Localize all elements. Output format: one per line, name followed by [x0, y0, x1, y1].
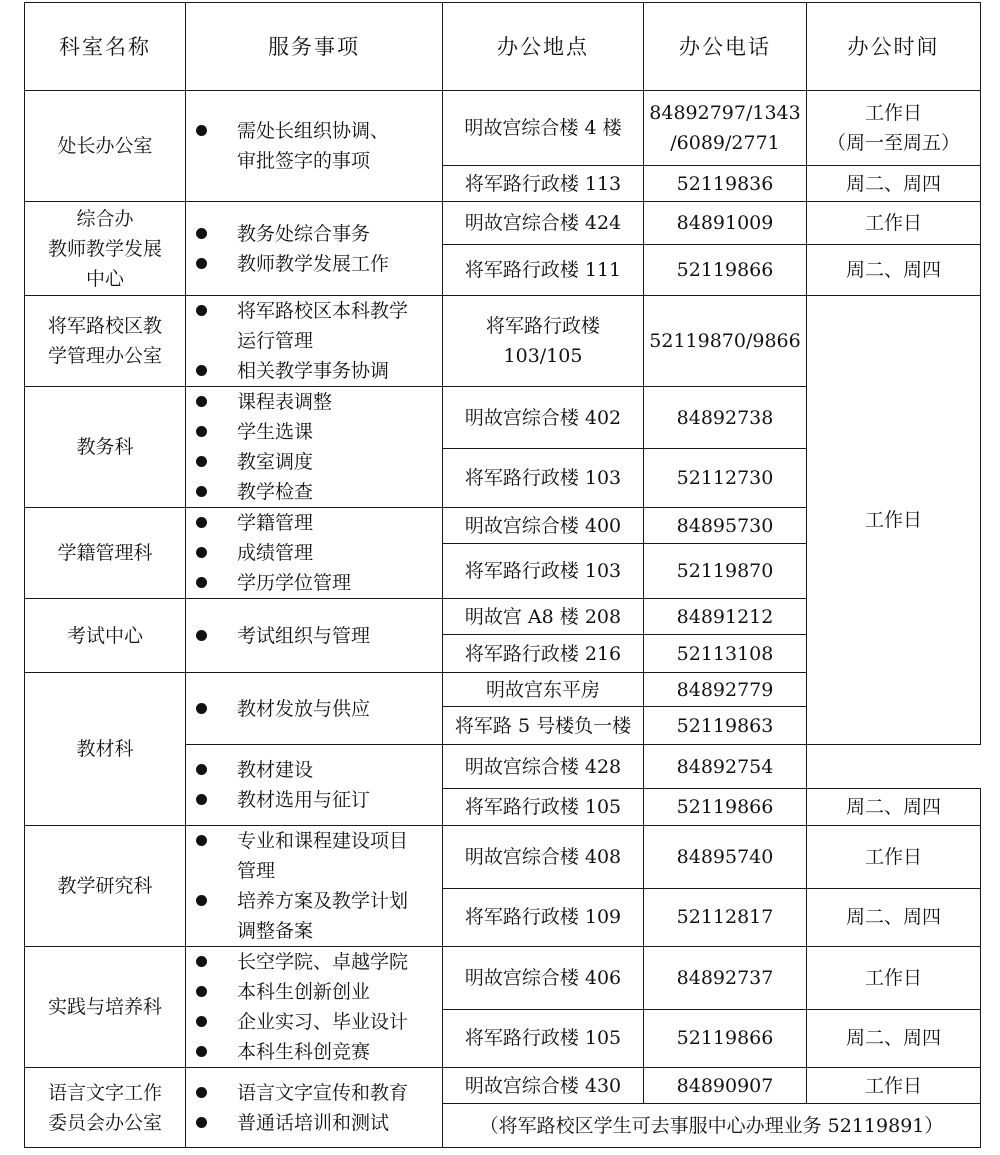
bullet-icon	[196, 1117, 207, 1128]
office-phone: 52112817	[644, 888, 807, 946]
bullet-icon	[196, 125, 207, 136]
office-phone: 84895740	[644, 826, 807, 889]
office-phone: 52119866	[644, 1009, 807, 1067]
bullet-icon	[196, 228, 207, 239]
office-phone: 84891212	[644, 599, 807, 635]
list-item: 教室调度	[196, 447, 438, 477]
list-item: 教材选用与征订	[196, 785, 438, 815]
office-directory-table	[24, 2, 981, 1148]
bullet-icon	[196, 577, 207, 588]
bullet-icon	[196, 1046, 207, 1057]
office-hours: 周二、周四	[807, 245, 981, 296]
list-item: 将军路校区本科教学 运行管理	[196, 296, 438, 356]
office-phone: 84892754	[644, 745, 807, 789]
service-list	[186, 202, 443, 296]
header-office-name: 科室名称	[25, 3, 186, 91]
office-hours: 工作日	[807, 202, 981, 245]
office-phone: 52119866	[644, 789, 807, 826]
table-row	[25, 91, 981, 166]
list-item: 本科生创新创业	[196, 977, 438, 1007]
office-phone: 84892779	[644, 673, 807, 707]
list-item: 学历学位管理	[196, 568, 438, 598]
office-name: 考试中心	[25, 599, 186, 673]
list-item: 需处长组织协调、 审批签字的事项	[196, 116, 438, 176]
bullet-icon	[196, 365, 207, 376]
header-location: 办公地点	[443, 3, 644, 91]
list-item: 考试组织与管理	[196, 621, 438, 651]
service-list	[186, 947, 443, 1068]
office-location: 将军路行政楼 105	[443, 789, 644, 826]
list-item: 学籍管理	[196, 508, 438, 538]
header-services: 服务事项	[186, 3, 443, 91]
service-list	[186, 91, 443, 202]
office-location: 将军路行政楼 216	[443, 635, 644, 673]
list-item: 企业实习、毕业设计	[196, 1007, 438, 1037]
office-name: 学籍管理科	[25, 508, 186, 599]
list-item: 学生选课	[196, 417, 438, 447]
office-phone: 84892797/1343 /6089/2771	[644, 91, 807, 166]
list-item: 教师教学发展工作	[196, 249, 438, 279]
bullet-icon	[196, 986, 207, 997]
list-item: 教材建设	[196, 755, 438, 785]
bullet-icon	[196, 547, 207, 558]
bullet-icon	[196, 486, 207, 497]
list-item: 教务处综合事务	[196, 219, 438, 249]
office-phone: 84892738	[644, 387, 807, 449]
service-list	[186, 673, 443, 745]
service-list	[186, 599, 443, 673]
header-phone: 办公电话	[644, 3, 807, 91]
office-phone: 84895730	[644, 508, 807, 544]
bullet-icon	[196, 956, 207, 967]
service-list	[186, 1068, 443, 1148]
office-hours-merged: 工作日	[807, 296, 981, 745]
bullet-icon	[196, 703, 207, 714]
office-location: 将军路行政楼 103	[443, 544, 644, 599]
office-location: 明故宫综合楼 4 楼	[443, 91, 644, 166]
office-location: 将军路行政楼 105	[443, 1009, 644, 1067]
table-row	[25, 202, 981, 245]
list-item: 培养方案及教学计划 调整备案	[196, 886, 438, 946]
office-location: 将军路 5 号楼负一楼	[443, 707, 644, 745]
office-location: 将军路行政楼 113	[443, 166, 644, 202]
header-row	[25, 3, 981, 91]
footnote: （将军路校区学生可去事服中心办理业务 52119891）	[443, 1104, 981, 1148]
header-hours: 办公时间	[807, 3, 981, 91]
office-location: 明故宫综合楼 424	[443, 202, 644, 245]
bullet-icon	[196, 517, 207, 528]
office-name: 综合办 教师教学发展 中心	[25, 202, 186, 296]
office-hours: 工作日	[807, 826, 981, 889]
office-location: 明故宫综合楼 406	[443, 947, 644, 1010]
list-item: 相关教学事务协调	[196, 356, 438, 386]
list-item: 专业和课程建设项目 管理	[196, 826, 438, 886]
office-hours: 周二、周四	[807, 1009, 981, 1067]
list-item: 普通话培训和测试	[196, 1108, 438, 1138]
office-hours: 工作日	[807, 1068, 981, 1104]
office-phone: 84892737	[644, 947, 807, 1010]
office-location: 将军路行政楼 103	[443, 449, 644, 508]
list-item: 成绩管理	[196, 538, 438, 568]
office-phone: 84890907	[644, 1068, 807, 1104]
bullet-icon	[196, 1016, 207, 1027]
service-list	[186, 387, 443, 508]
office-location: 将军路行政楼 103/105	[443, 296, 644, 387]
office-location: 明故宫东平房	[443, 673, 644, 707]
office-location: 明故宫综合楼 402	[443, 387, 644, 449]
office-phone: 52119870	[644, 544, 807, 599]
office-name: 实践与培养科	[25, 947, 186, 1068]
table-row	[25, 1068, 981, 1104]
list-item: 教学检查	[196, 477, 438, 507]
list-item: 语言文字宣传和教育	[196, 1078, 438, 1108]
office-phone: 52119836	[644, 166, 807, 202]
bullet-icon	[196, 1087, 207, 1098]
office-name: 将军路校区教 学管理办公室	[25, 296, 186, 387]
bullet-icon	[196, 630, 207, 641]
office-location: 明故宫综合楼 428	[443, 745, 644, 789]
office-phone: 52113108	[644, 635, 807, 673]
bullet-icon	[196, 764, 207, 775]
service-list	[186, 508, 443, 599]
list-item: 长空学院、卓越学院	[196, 947, 438, 977]
office-name: 教材科	[25, 673, 186, 826]
office-phone: 84891009	[644, 202, 807, 245]
office-name: 处长办公室	[25, 91, 186, 202]
bullet-icon	[196, 426, 207, 437]
office-phone: 52119870/9866	[644, 296, 807, 387]
bullet-icon	[196, 794, 207, 805]
office-name: 教学研究科	[25, 826, 186, 947]
list-item: 课程表调整	[196, 387, 438, 417]
office-location: 明故宫 A8 楼 208	[443, 599, 644, 635]
bullet-icon	[196, 305, 207, 316]
service-list	[186, 296, 443, 387]
office-hours: 周二、周四	[807, 888, 981, 946]
bullet-icon	[196, 396, 207, 407]
office-hours: 周二、周四	[807, 166, 981, 202]
office-hours: 工作日	[807, 947, 981, 1010]
service-list	[186, 745, 443, 826]
table-row	[25, 947, 981, 1010]
list-item: 教材发放与供应	[196, 694, 438, 724]
office-location: 明故宫综合楼 430	[443, 1068, 644, 1104]
table-row	[25, 296, 981, 387]
office-location: 明故宫综合楼 408	[443, 826, 644, 889]
office-location: 明故宫综合楼 400	[443, 508, 644, 544]
office-hours: 周二、周四	[807, 789, 981, 826]
office-location: 将军路行政楼 109	[443, 888, 644, 946]
office-name: 教务科	[25, 387, 186, 508]
list-item: 本科生科创竞赛	[196, 1037, 438, 1067]
office-phone: 52119863	[644, 707, 807, 745]
office-phone: 52119866	[644, 245, 807, 296]
bullet-icon	[196, 456, 207, 467]
bullet-icon	[196, 895, 207, 906]
bullet-icon	[196, 835, 207, 846]
table-row	[25, 826, 981, 889]
office-phone: 52112730	[644, 449, 807, 508]
office-name: 语言文字工作 委员会办公室	[25, 1068, 186, 1148]
bullet-icon	[196, 258, 207, 269]
office-hours: 工作日 （周一至周五）	[807, 91, 981, 166]
office-location: 将军路行政楼 111	[443, 245, 644, 296]
service-list	[186, 826, 443, 947]
